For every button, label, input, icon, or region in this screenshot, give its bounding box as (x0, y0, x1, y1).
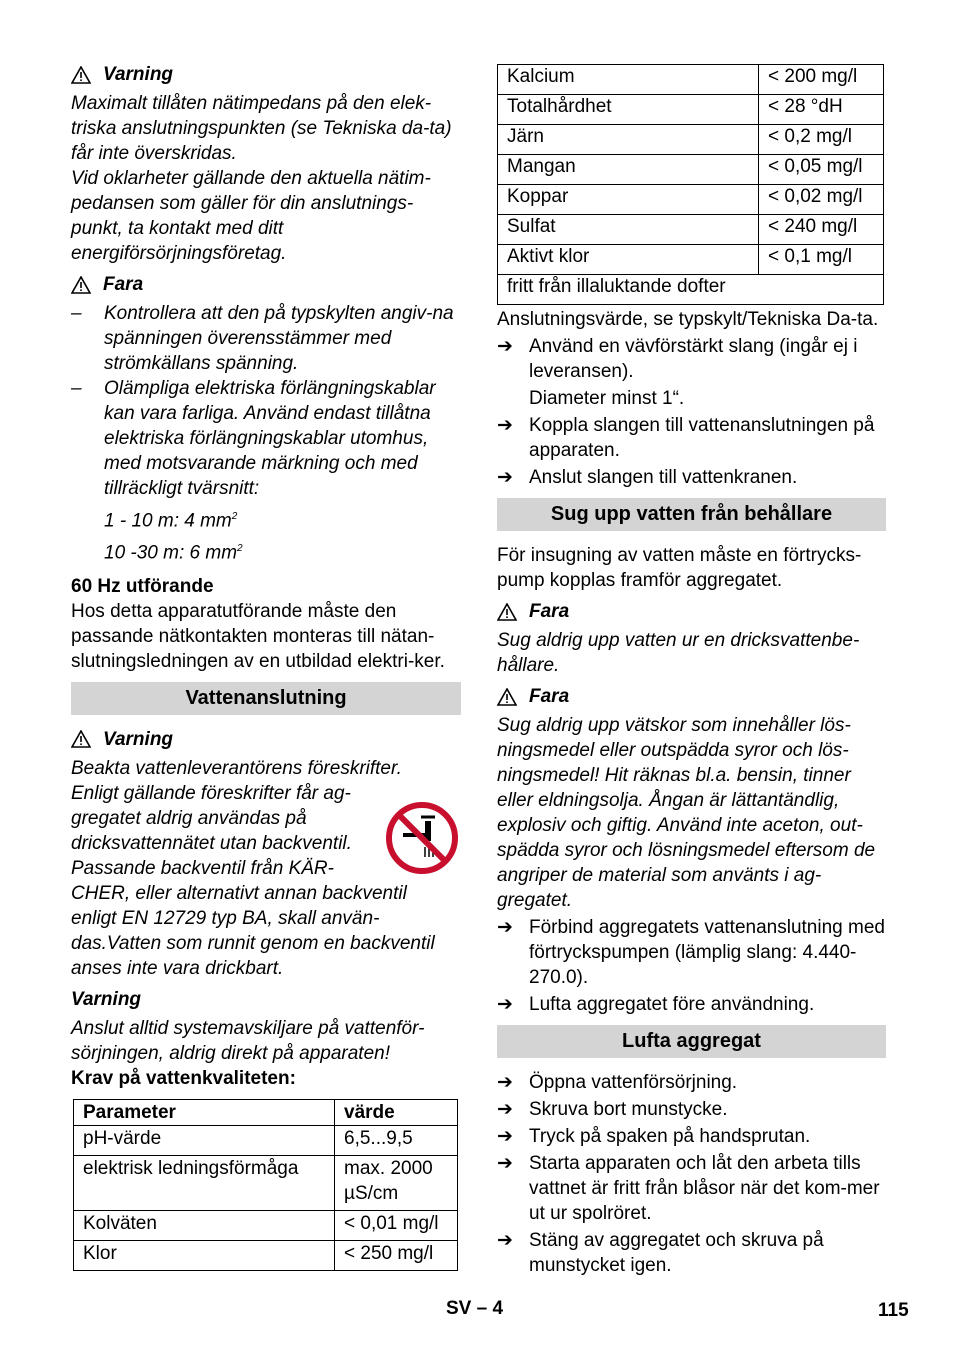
section-subtitle: 60 Hz utförande (71, 575, 214, 597)
table-row: pH-värde 6,5...9,5 (74, 1125, 458, 1155)
arrow-icon: ➔ (497, 1153, 513, 1174)
table-row: Klor < 250 mg/l (74, 1240, 458, 1270)
water-quality-table (73, 1099, 458, 1271)
warning-triangle-icon (497, 603, 517, 621)
warning-text: Vid oklarheter gällande den aktuella nätim-pedansen som gäller för din anslutnings-punkt, ta kontakt med ditt energiförsörjningsföretag. (71, 168, 431, 264)
arrow-icon: ➔ (497, 1072, 513, 1093)
table-header-row: Parameter värde (74, 1099, 458, 1125)
section-heading: Sug upp vatten från behållare (497, 498, 886, 531)
danger-text: Sug aldrig upp vatten ur en dricksvattenbe-hållare. (497, 630, 860, 676)
step-item: ➔ Förbind aggregatets vattenanslutning med förtryckspumpen (lämplig slang: 4.440-270.0). (497, 917, 885, 988)
step-item: ➔ Tryck på spaken på handsprutan. (497, 1126, 811, 1147)
cable-spec: 1 - 10 m: 4 $mm^2$ (104, 510, 238, 532)
table-row: Totalhårdhet < 28 °dH (498, 95, 884, 125)
danger-heading: Fara (497, 684, 886, 709)
paragraph: För insugning av vatten måste en förtrycks-pump kopplas framför aggregatet. (497, 545, 862, 591)
step-item: ➔ Anslut slangen till vattenkranen. (497, 467, 798, 488)
step-item: ➔ Starta apparaten och låt den arbeta tills vattnet är fritt från blåsor när det kom-mer ut ur spolröret. (497, 1153, 880, 1224)
step-item: ➔ Skruva bort munstycke. (497, 1099, 728, 1120)
arrow-icon: ➔ (497, 1230, 513, 1251)
table-row: Mangan < 0,05 mg/l (498, 155, 884, 185)
warning-heading: Varning (71, 988, 142, 1010)
arrow-icon: ➔ (497, 917, 513, 938)
warning-triangle-icon (71, 730, 91, 748)
section-heading: Vattenanslutning (71, 682, 461, 715)
table-row: elektrisk ledningsförmåga max. 2000 µS/cm (74, 1155, 458, 1210)
warning-text: Anslut alltid systemavskiljare på vattenför-sörjningen, aldrig direkt på apparaten! (71, 1017, 425, 1064)
table-row: Kalcium < 200 mg/l (498, 65, 884, 95)
table-row: Koppar < 0,02 mg/l (498, 185, 884, 215)
list-item: – Kontrollera att den på typskylten angiv-na spänningen överensstämmer med strömkällans spänning. (71, 303, 454, 374)
warning-heading: Varning (71, 727, 461, 752)
table-row: Kolväten < 0,01 mg/l (74, 1210, 458, 1240)
water-quality-table-continued (497, 64, 884, 305)
step-item: ➔ Öppna vattenförsörjning. (497, 1072, 738, 1093)
paragraph: Anslutningsvärde, se typskylt/Tekniska Da-ta. (497, 309, 879, 330)
warning-triangle-icon (71, 276, 91, 294)
warning-triangle-icon (71, 66, 91, 84)
paragraph: Hos detta apparatutförande måste den passande nätkontakten monteras till nätan-slutningsledningen av en utbildad elektri-ker. (71, 600, 445, 672)
paragraph: Diameter minst 1“. (529, 388, 685, 409)
table-row: Aktivt klor < 0,1 mg/l (498, 245, 884, 275)
arrow-icon: ➔ (497, 467, 513, 488)
warning-text: Maximalt tillåten nätimpedans på den elek-triska anslutningspunkten (se Tekniska da-ta) får inte överskridas. (71, 93, 452, 164)
warning-triangle-icon (497, 688, 517, 706)
page-number: 115 (878, 1300, 909, 1321)
right-column (497, 64, 886, 1280)
arrow-icon: ➔ (497, 994, 513, 1015)
list-item: – Olämpliga elektriska förlängningskablar kan vara farliga. Använd endast tillåtna elektriska förlängningskablar utomhus, med motsvarande märkning och med tillräckligt tvärsnitt: (71, 378, 436, 499)
step-item: ➔ Använd en vävförstärkt slang (ingår ej i leveransen). (497, 336, 858, 382)
left-column (71, 60, 461, 1271)
step-item: ➔ Lufta aggregatet före användning. (497, 994, 815, 1015)
warning-heading: Varning (71, 62, 461, 87)
step-item: ➔ Stäng av aggregatet och skruva på munstycket igen. (497, 1230, 824, 1276)
table-title: Krav på vattenkvaliteten: (71, 1067, 296, 1089)
arrow-icon: ➔ (497, 336, 513, 357)
arrow-icon: ➔ (497, 1099, 513, 1120)
table-row: Sulfat < 240 mg/l (498, 215, 884, 245)
no-tap-water-icon (385, 801, 459, 875)
table-row: Järn < 0,2 mg/l (498, 125, 884, 155)
section-heading: Lufta aggregat (497, 1025, 886, 1058)
step-item: ➔ Koppla slangen till vattenanslutningen på apparaten. (497, 415, 875, 461)
page-footer-label: SV – 4 (446, 1298, 504, 1319)
warning-text: Beakta vattenleverantörens föreskrifter. (71, 757, 402, 779)
table-row: fritt från illaluktande dofter (498, 275, 884, 305)
arrow-icon: ➔ (497, 415, 513, 436)
arrow-icon: ➔ (497, 1126, 513, 1147)
warning-text: Enligt gällande föreskrifter får ag-gregatet aldrig användas på dricksvattennätet utan backventil. Passande backventil från KÄR-CHER, eller alternativt annan backventil enligt EN 12729 typ BA, skall använ-das.Vatten som runnit genom en backventil anses inte vara drickbart. (71, 782, 435, 979)
danger-heading: Fara (71, 272, 461, 297)
danger-text: Sug aldrig upp vätskor som innehåller lös-ningsmedel eller outspädda syror och lös-ningsmedel! Hit räknas bl.a. bensin, tinner eller eldningsolja. Ångan är lättantändlig, explosiv och giftig. Använd inte aceton, out-spädda syror och lösningsmedel eftersom de angriper de material som använts i ag-gregatet. (497, 715, 876, 911)
danger-heading: Fara (497, 599, 886, 624)
cable-spec: 10 -30 m: 6 $mm^2$ (104, 542, 243, 564)
